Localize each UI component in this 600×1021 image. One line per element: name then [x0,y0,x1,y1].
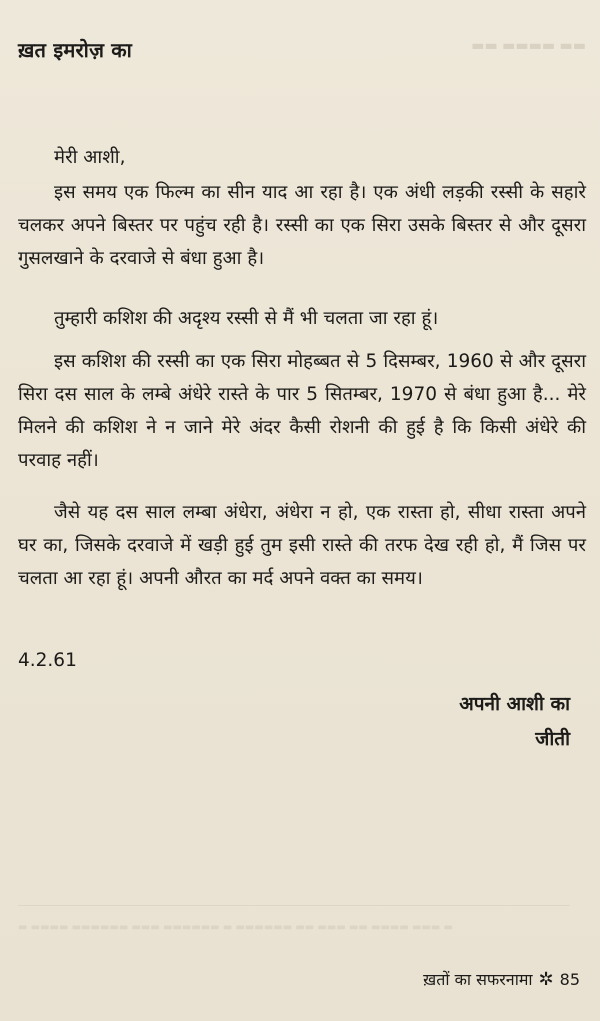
footer-book-title: ख़तों का सफरनामा [423,970,533,989]
letter-paragraph-2: तुम्हारी कशिश की अदृश्य रस्सी से मैं भी चलता जा रहा हूं। [54,308,439,329]
page-footer [423,968,580,990]
page-heading: ख़त इमरोज़ का [18,38,133,62]
letter-signature: जीती [535,728,570,750]
show-through-footnote: ▬ ▬▬▬▬ ▬▬▬▬▬▬ ▬▬▬ ▬▬▬▬▬▬ ▬ ▬▬▬▬▬▬ ▬▬ ▬▬▬ ▬▬ ▬▬▬▬ ▬▬▬ ▬ [18,922,453,933]
letter-closing: अपनी आशी का [459,693,570,715]
letter-paragraph-4: जैसे यह दस साल लम्बा अंधेरा, अंधेरा न हो, एक रास्ता हो, सीधा रास्ता अपने घर का, जिसके दरवाजे में खड़ी हुई तुम इसी रास्ते की तरफ देख रही हो, मैं जिस पर चलता आ रहा हूं। अपनी औरत का मर्द अपने वक्त का समय। [18,502,586,589]
letter-salutation: मेरी आशी, [54,147,126,168]
show-through-rule [18,905,570,906]
show-through-text: ▬▬ ▬▬▬▬ ▬▬ [471,38,586,54]
letter-date: 4.2.61 [18,650,77,671]
page-number: 85 [559,969,580,989]
letter-paragraph-3: इस कशिश की रस्सी का एक सिरा मोहब्बत से 5 दिसम्बर, 1960 से और दूसरा सिरा दस साल के लम्बे अंधेरे रास्ते के पार 5 सितम्बर, 1970 से बंधा हुआ है... मेरे मिलने की कशिश ने न जाने मेरे अंदर कैसी रोशनी की हुई है कि किसी अंधेरे की परवाह नहीं। [18,351,586,471]
letter-paragraph-1: इस समय एक फिल्म का सीन याद आ रहा है। एक अंधी लड़की रस्सी के सहारे चलकर अपने बिस्तर पर पहुंच रही है। रस्सी का एक सिरा उसके बिस्तर से और दूसरा गुसलखाने के दरवाजे से बंधा हुआ है। [18,182,586,269]
ornament-star-icon: ✲ [538,968,554,990]
